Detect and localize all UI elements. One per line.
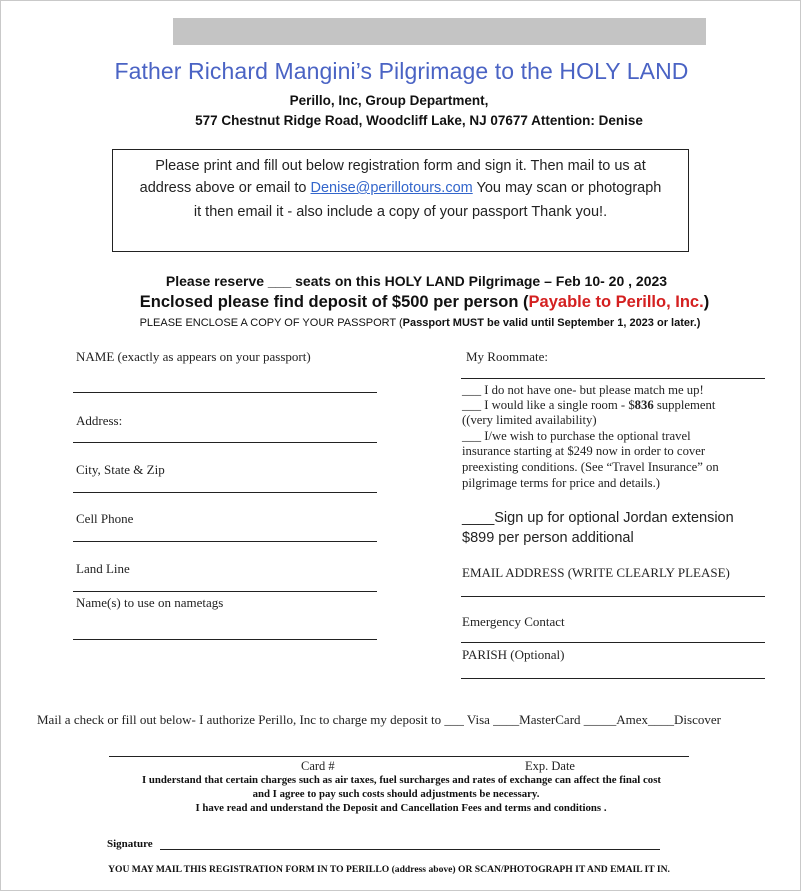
company-name: Perillo, Inc, Group Department, bbox=[289, 93, 489, 108]
emergency-contact-label: Emergency Contact bbox=[462, 614, 565, 629]
insurance-option[interactable]: ___ I/we wish to purchase the optional travel bbox=[462, 429, 691, 443]
nametags-label: Name(s) to use on nametags bbox=[76, 595, 224, 610]
passport-note: PLEASE ENCLOSE A COPY OF YOUR PASSPORT (Passport MUST be valid until September 1, 2023 or later.) bbox=[139, 317, 701, 329]
footer-note: YOU MAY MAIL THIS REGISTRATION FORM IN TO PERILLO (address above) OR SCAN/PHOTOGRAPH IT AND EMAIL IT IN. bbox=[108, 864, 670, 875]
email-link[interactable]: Denise@perillotours.com bbox=[310, 180, 473, 196]
header-bar bbox=[173, 18, 706, 45]
city-field[interactable] bbox=[73, 492, 377, 493]
instructions-line-3: it then email it - also include a copy of your passport Thank you!. bbox=[193, 204, 608, 220]
roommate-option-single[interactable]: ___ I would like a single room - $836 supplement bbox=[462, 398, 716, 412]
email-field[interactable] bbox=[461, 596, 765, 597]
roommate-option-match[interactable]: ___ I do not have one- but please match me up! bbox=[462, 383, 704, 397]
single-room-note: ((very limited availability) bbox=[462, 413, 597, 427]
parish-label: PARISH (Optional) bbox=[462, 647, 565, 662]
page-title: Father Richard Mangini’s Pilgrimage to the HOLY LAND bbox=[114, 58, 689, 84]
insurance-text-2: insurance starting at $249 now in order to cover bbox=[462, 444, 706, 458]
email-label: EMAIL ADDRESS (WRITE CLEARLY PLEASE) bbox=[462, 565, 730, 580]
terms-line-2: and I agree to pay such costs should adjustments be necessary. bbox=[252, 788, 540, 800]
jordan-extension-option[interactable]: ____Sign up for optional Jordan extension bbox=[462, 510, 734, 526]
emergency-contact-field[interactable] bbox=[461, 642, 765, 643]
cell-phone-field[interactable] bbox=[73, 541, 377, 542]
address-label: Address: bbox=[76, 413, 123, 428]
payable-to: Payable to Perillo, Inc. bbox=[528, 293, 704, 311]
cell-phone-label: Cell Phone bbox=[76, 511, 134, 526]
terms-line-3: I have read and understand the Deposit and Cancellation Fees and terms and conditions . bbox=[195, 802, 607, 814]
nametags-field[interactable] bbox=[73, 639, 377, 640]
address-field[interactable] bbox=[73, 442, 377, 443]
insurance-text-4: pilgrimage terms for price and details.) bbox=[462, 476, 660, 490]
instructions-line-2: address above or email to Denise@perillotours.com You may scan or photograph bbox=[139, 180, 662, 196]
payment-authorization[interactable]: Mail a check or fill out below- I authorize Perillo, Inc to charge my deposit to ___ Visa ____MasterCard _____Amex____Discover bbox=[37, 712, 721, 727]
signature-label: Signature bbox=[107, 838, 153, 850]
insurance-text-3: preexisting conditions. (See “Travel Insurance” on bbox=[462, 460, 719, 474]
company-address: 577 Chestnut Ridge Road, Woodcliff Lake, NJ 07677 Attention: Denise bbox=[195, 113, 643, 128]
instructions-box bbox=[112, 149, 689, 252]
signature-field[interactable] bbox=[160, 849, 660, 850]
city-label: City, State & Zip bbox=[76, 462, 165, 477]
instructions-line-1: Please print and fill out below registration form and sign it. Then mail to us at bbox=[155, 158, 646, 174]
name-field[interactable] bbox=[73, 392, 377, 393]
roommate-label: My Roommate: bbox=[466, 349, 548, 364]
jordan-extension-price: $899 per person additional bbox=[462, 530, 634, 546]
landline-field[interactable] bbox=[73, 591, 377, 592]
parish-field[interactable] bbox=[461, 678, 765, 679]
exp-date-label: Exp. Date bbox=[525, 759, 575, 773]
card-number-label: Card # bbox=[301, 759, 335, 773]
card-number-field[interactable] bbox=[109, 756, 689, 757]
terms-line-1: I understand that certain charges such as air taxes, fuel surcharges and rates of exchange can affect the final cost bbox=[141, 774, 661, 786]
roommate-field[interactable] bbox=[461, 378, 765, 379]
landline-label: Land Line bbox=[76, 561, 130, 576]
deposit-line: Enclosed please find deposit of $500 per person (Payable to Perillo, Inc.) bbox=[139, 293, 710, 311]
name-label: NAME (exactly as appears on your passport) bbox=[76, 349, 311, 364]
reserve-line: Please reserve ___ seats on this HOLY LAND Pilgrimage – Feb 10- 20 , 2023 bbox=[165, 273, 668, 289]
